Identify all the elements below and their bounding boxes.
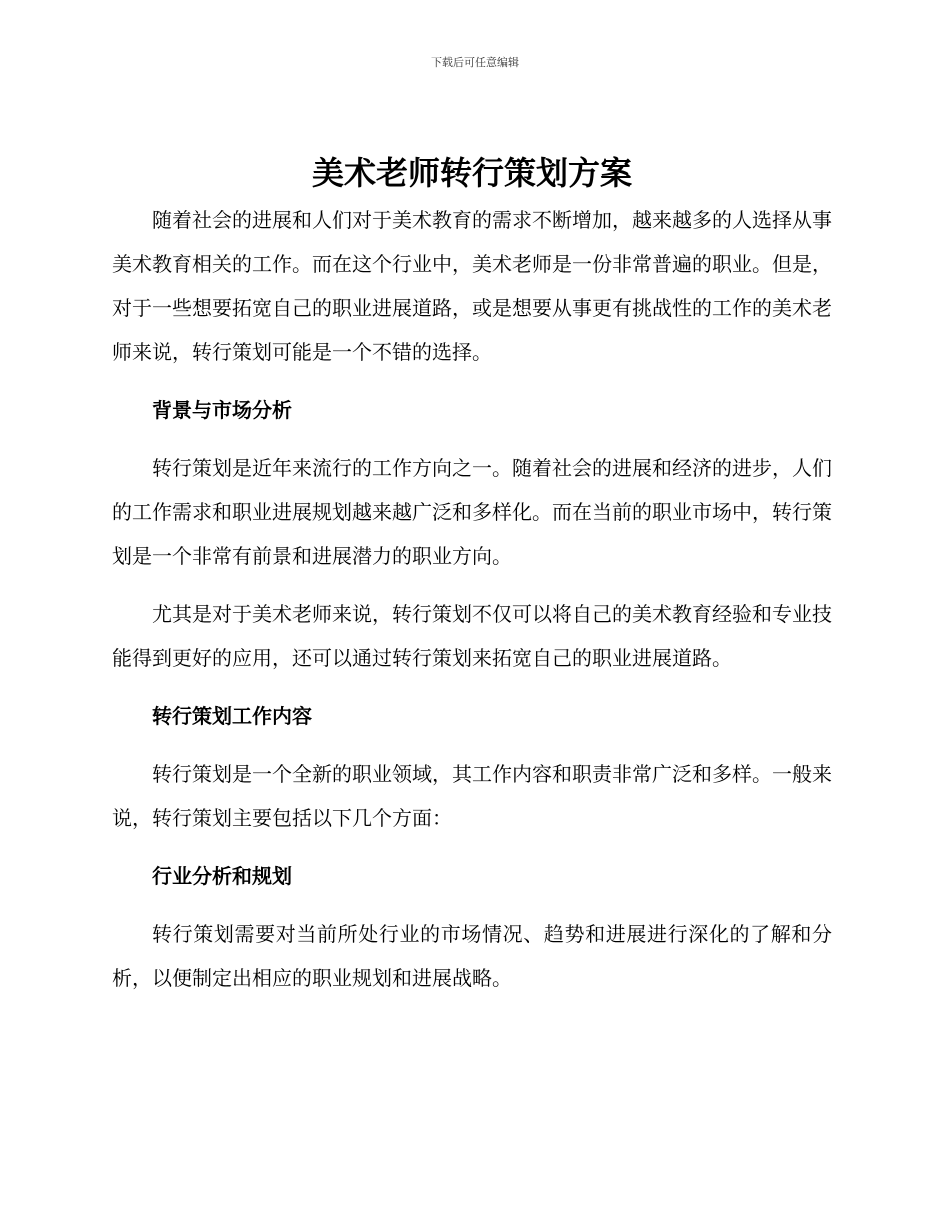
paragraph-industry-analysis: 转行策划需要对当前所处行业的市场情况、趋势和进展进行深化的了解和分析，以便制定出相应的职业规划和进展战略。 [112, 922, 832, 990]
document-title: 美术老师转行策划方案 [311, 154, 632, 192]
section-heading-work-content: 转行策划工作内容 [152, 704, 312, 728]
paragraph-art-teacher: 尤其是对于美术老师来说，转行策划不仅可以将自己的美术教育经验和专业技能得到更好的应用，还可以通过转行策划来拓宽自己的职业进展道路。 [112, 602, 832, 670]
paragraph-background: 转行策划是近年来流行的工作方向之一。随着社会的进展和经济的进步，人们的工作需求和职业进展规划越来越广泛和多样化。而在当前的职业市场中，转行策划是一个非常有前景和进展潜力的职业方向。 [112, 456, 832, 568]
header-note: 下载后可任意编辑 [431, 56, 519, 69]
document-body [112, 150, 832, 1014]
section-heading-background: 背景与市场分析 [152, 398, 292, 422]
paragraph-intro: 随着社会的进展和人们对于美术教育的需求不断增加，越来越多的人选择从事美术教育相关的工作。而在这个行业中，美术老师是一份非常普遍的职业。但是，对于一些想要拓宽自己的职业进展道路，或是想要从事更有挑战性的工作的美术老师来说，转行策划可能是一个不错的选择。 [112, 208, 832, 364]
paragraph-work-content: 转行策划是一个全新的职业领域，其工作内容和职责非常广泛和多样。一般来说，转行策划主要包括以下几个方面： [112, 762, 832, 830]
section-heading-industry-analysis: 行业分析和规划 [152, 864, 292, 888]
